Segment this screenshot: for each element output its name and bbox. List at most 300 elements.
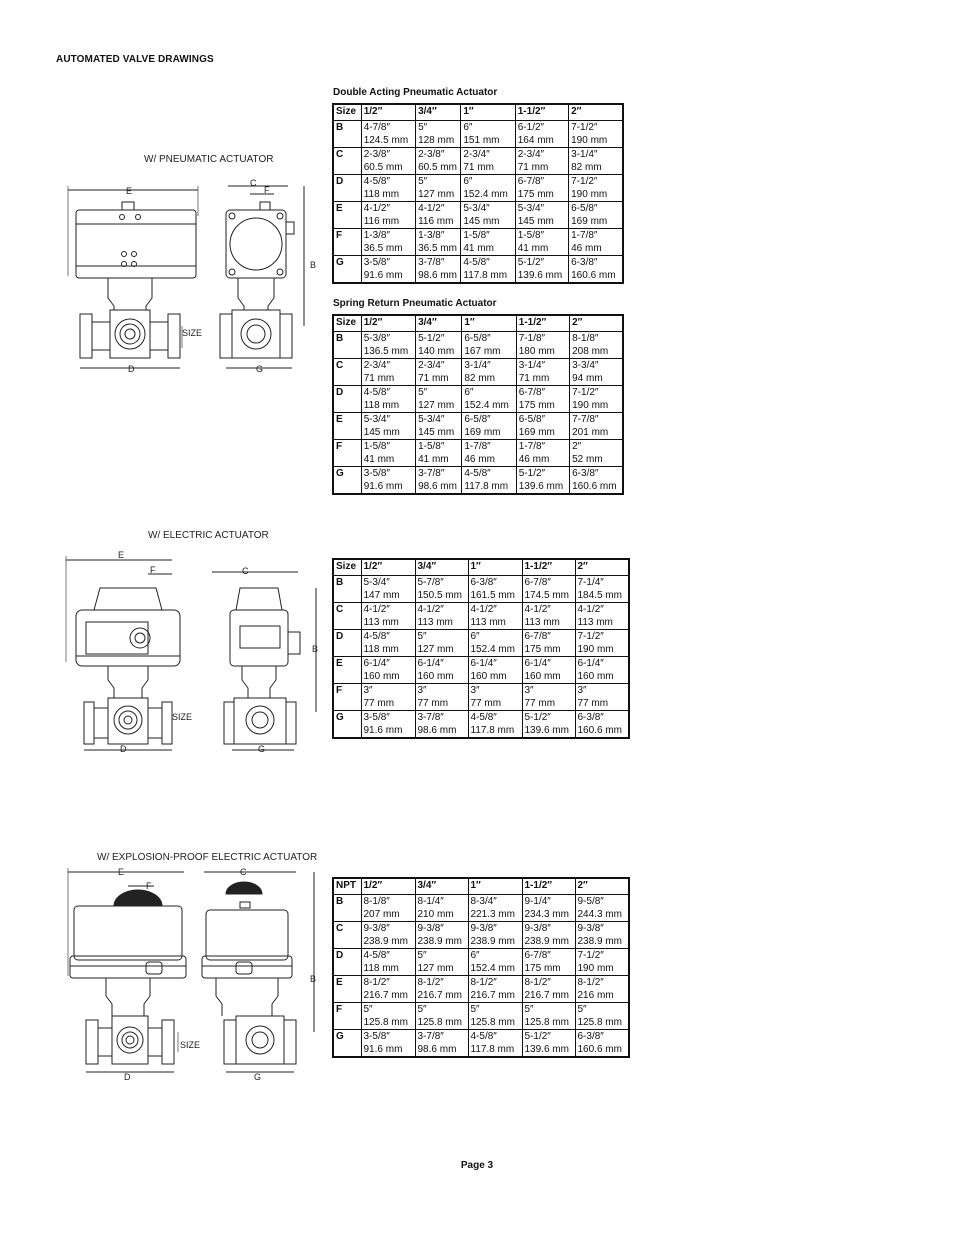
dimension-inches: 3-5/8″ <box>363 712 390 723</box>
dimension-mm: 117.8 mm <box>470 1044 515 1055</box>
dimension-mm: 94 mm <box>572 373 603 384</box>
dimension-cell <box>468 576 522 603</box>
dimension-mm: 208 mm <box>572 346 609 357</box>
dimension-cell <box>516 332 569 359</box>
dimension-cell <box>462 440 516 467</box>
header-size-cell: 1/2″ <box>361 878 415 895</box>
row-dimension-label: C <box>333 603 361 630</box>
dimension-cell <box>515 202 568 229</box>
pneumatic-label-size: SIZE <box>182 328 203 338</box>
dimension-cell <box>516 359 569 386</box>
table-row <box>333 684 629 711</box>
dimension-cell <box>522 576 575 603</box>
header-size-cell: 1-1/2″ <box>515 104 568 121</box>
dimension-mm: 244.3 mm <box>577 909 622 920</box>
dimension-cell <box>575 949 629 976</box>
row-dimension-label: F <box>333 440 361 467</box>
dimension-mm: 190 mm <box>571 189 608 200</box>
pneumatic-label-f: F <box>264 185 270 195</box>
dimension-mm: 41 mm <box>363 454 395 465</box>
dimension-mm: 238.9 mm <box>417 936 462 947</box>
dimension-inches: 4-1/2″ <box>363 604 390 615</box>
dimension-inches: 3-1/4″ <box>571 149 598 160</box>
dimension-inches: 3-5/8″ <box>363 257 391 268</box>
header-size-cell: 1″ <box>468 878 522 895</box>
dimension-mm: 169 mm <box>518 427 555 438</box>
dimension-inches: 3-7/8″ <box>417 1031 444 1042</box>
dimension-inches: 4-7/8″ <box>363 122 391 133</box>
dimension-inches: 3″ <box>470 685 480 696</box>
dimension-mm: 238.9 mm <box>577 936 622 947</box>
dimension-cell <box>361 229 415 256</box>
dimension-inches: 4-5/8″ <box>464 468 491 479</box>
dimension-cell <box>569 148 623 175</box>
row-dimension-label: E <box>333 976 361 1003</box>
dimension-inches: 3-1/4″ <box>464 360 491 371</box>
row-dimension-label: B <box>333 121 361 148</box>
dimension-inches: 5″ <box>524 1004 534 1015</box>
electric-label-size: SIZE <box>172 712 193 722</box>
dimension-cell <box>416 229 461 256</box>
double-acting-table-caption: Double Acting Pneumatic Actuator <box>333 87 498 98</box>
dimension-mm: 71 mm <box>463 162 494 173</box>
dimension-mm: 118 mm <box>363 644 399 655</box>
dimension-mm: 180 mm <box>518 346 555 357</box>
row-dimension-label: D <box>333 386 361 413</box>
dimension-inches: 6-5/8″ <box>464 333 491 344</box>
dimension-cell <box>415 949 468 976</box>
dimension-inches: 6-5/8″ <box>518 414 546 425</box>
dimension-inches: 2-3/4″ <box>363 360 391 371</box>
row-dimension-label: G <box>333 711 361 739</box>
dimension-cell <box>570 332 623 359</box>
dimension-cell <box>415 976 468 1003</box>
dimension-inches: 9-3/8″ <box>577 923 604 934</box>
dimension-mm: 36.5 mm <box>363 243 403 254</box>
dimension-mm: 175 mm <box>524 963 561 974</box>
dimension-cell <box>361 657 415 684</box>
pneumatic-figure-caption: W/ PNEUMATIC ACTUATOR <box>144 154 274 165</box>
dimension-mm: 216 mm <box>577 990 614 1001</box>
dimension-inches: 5-1/2″ <box>517 257 545 268</box>
dimension-inches: 8-3/4″ <box>470 896 497 907</box>
dimension-cell <box>416 413 462 440</box>
header-size-cell: 1″ <box>461 104 515 121</box>
dimension-mm: 98.6 mm <box>417 1044 457 1055</box>
dimension-cell <box>416 202 461 229</box>
dimension-inches: 5-3/4″ <box>363 577 390 588</box>
dimension-mm: 116 mm <box>418 216 454 227</box>
dimension-cell <box>415 630 468 657</box>
dimension-inches: 7-1/2″ <box>572 387 599 398</box>
dimension-mm: 125.8 mm <box>470 1017 515 1028</box>
dimension-inches: 8-1/2″ <box>417 977 444 988</box>
dimension-mm: 174.5 mm <box>524 590 569 601</box>
dimension-inches: 6″ <box>464 387 474 398</box>
dimension-inches: 4-1/2″ <box>363 203 391 214</box>
table-row <box>333 175 623 202</box>
header-size-cell: 1/2″ <box>361 104 415 121</box>
dimension-inches: 7-1/2″ <box>577 950 604 961</box>
dimension-mm: 60.5 mm <box>363 162 403 173</box>
dimension-cell <box>515 148 568 175</box>
dimension-mm: 46 mm <box>518 454 550 465</box>
dimension-cell <box>361 386 415 413</box>
dimension-inches: 3-5/8″ <box>363 468 391 479</box>
dimension-cell <box>416 256 461 284</box>
table-row <box>333 413 623 440</box>
dimension-mm: 127 mm <box>418 189 455 200</box>
electric-label-g: G <box>258 744 266 754</box>
dimension-cell <box>569 229 623 256</box>
table-row <box>333 1030 629 1058</box>
dimension-inches: 5″ <box>418 122 428 133</box>
header-size-cell: 1/2″ <box>361 315 415 332</box>
header-label-cell: Size <box>333 559 361 576</box>
dimension-mm: 221.3 mm <box>470 909 515 920</box>
dimension-mm: 210 mm <box>417 909 454 920</box>
dimension-cell <box>522 895 575 922</box>
dimension-mm: 118 mm <box>363 189 400 200</box>
dimension-inches: 6-7/8″ <box>518 387 546 398</box>
dimension-mm: 41 mm <box>418 454 449 465</box>
dimension-inches: 6-7/8″ <box>517 176 545 187</box>
dimension-mm: 150.5 mm <box>417 590 462 601</box>
dimension-cell <box>415 576 468 603</box>
header-size-cell: 3/4″ <box>416 104 461 121</box>
dimension-inches: 5-1/2″ <box>524 712 551 723</box>
page-number: Page 3 <box>460 1160 494 1171</box>
dimension-cell <box>361 413 415 440</box>
dimension-cell <box>522 684 575 711</box>
dimension-inches: 7-1/2″ <box>571 122 598 133</box>
dimension-mm: 127 mm <box>417 963 454 974</box>
dimension-mm: 127 mm <box>417 644 454 655</box>
dimension-cell <box>361 440 415 467</box>
dimension-cell <box>361 630 415 657</box>
dimension-cell <box>468 630 522 657</box>
electric-label-b: B <box>312 644 319 654</box>
dimension-cell <box>361 467 415 495</box>
dimension-cell <box>468 949 522 976</box>
dimension-inches: 6-5/8″ <box>464 414 491 425</box>
explosion-label-g: G <box>254 1072 262 1082</box>
header-size-cell: 3/4″ <box>415 559 468 576</box>
dimension-cell <box>570 440 623 467</box>
table-row <box>333 202 623 229</box>
dimension-mm: 216.7 mm <box>417 990 462 1001</box>
dimension-cell <box>361 576 415 603</box>
row-dimension-label: B <box>333 895 361 922</box>
dimension-mm: 190 mm <box>571 135 608 146</box>
dimension-mm: 91.6 mm <box>363 725 403 736</box>
dimension-mm: 77 mm <box>524 698 556 709</box>
dimension-inches: 8-1/8″ <box>363 896 390 907</box>
dimension-cell <box>516 467 569 495</box>
table-row <box>333 440 623 467</box>
header-label-cell: NPT <box>333 878 361 895</box>
dimension-cell <box>415 603 468 630</box>
header-size-cell: 2″ <box>569 104 623 121</box>
table-header-row <box>333 559 629 576</box>
dimension-mm: 128 mm <box>418 135 455 146</box>
dimension-mm: 139.6 mm <box>524 725 569 736</box>
dimension-inches: 8-1/2″ <box>470 977 497 988</box>
dimension-inches: 1-5/8″ <box>463 230 490 241</box>
dimension-inches: 6-7/8″ <box>524 631 551 642</box>
table-row <box>333 386 623 413</box>
row-dimension-label: F <box>333 1003 361 1030</box>
dimension-inches: 2-3/8″ <box>363 149 391 160</box>
dimension-inches: 5-7/8″ <box>417 577 444 588</box>
dimension-cell <box>569 202 623 229</box>
dimension-inches: 5″ <box>418 387 428 398</box>
dimension-cell <box>361 711 415 739</box>
dimension-cell <box>515 229 568 256</box>
dimension-inches: 5-3/4″ <box>517 203 545 214</box>
dimension-inches: 3-7/8″ <box>418 468 445 479</box>
dimension-cell <box>468 1030 522 1058</box>
dimension-cell <box>361 332 415 359</box>
dimension-mm: 152.4 mm <box>470 644 515 655</box>
pneumatic-valve-drawing <box>60 176 320 376</box>
explosion-proof-dimensions-table <box>332 877 630 1058</box>
table-row <box>333 576 629 603</box>
dimension-cell <box>415 1003 468 1030</box>
dimension-cell <box>575 576 629 603</box>
dimension-cell <box>416 148 461 175</box>
pneumatic-label-c: C <box>250 178 257 188</box>
electric-label-c: C <box>242 566 249 576</box>
dimension-cell <box>361 895 415 922</box>
table-row <box>333 1003 629 1030</box>
dimension-cell <box>575 1003 629 1030</box>
dimension-cell <box>575 603 629 630</box>
dimension-mm: 152.4 mm <box>463 189 508 200</box>
dimension-inches: 3-5/8″ <box>363 1031 390 1042</box>
dimension-cell <box>415 895 468 922</box>
dimension-mm: 71 mm <box>518 373 550 384</box>
spring-return-table-caption: Spring Return Pneumatic Actuator <box>333 298 497 309</box>
dimension-cell <box>361 1030 415 1058</box>
dimension-mm: 160 mm <box>577 671 614 682</box>
dimension-inches: 5-3/4″ <box>363 414 391 425</box>
header-size-cell: 2″ <box>570 315 623 332</box>
pneumatic-label-e: E <box>126 186 133 196</box>
dimension-mm: 91.6 mm <box>363 481 403 492</box>
dimension-mm: 238.9 mm <box>524 936 569 947</box>
electric-valve-drawing <box>60 552 322 756</box>
dimension-cell <box>516 413 569 440</box>
dimension-cell <box>416 332 462 359</box>
table-row <box>333 711 629 739</box>
dimension-inches: 8-1/2″ <box>577 977 604 988</box>
table-row <box>333 256 623 284</box>
dimension-inches: 1-7/8″ <box>518 441 546 452</box>
header-label-cell: Size <box>333 104 361 121</box>
dimension-mm: 98.6 mm <box>418 270 457 281</box>
dimension-mm: 160.6 mm <box>572 481 617 492</box>
dimension-inches: 4-5/8″ <box>363 387 391 398</box>
row-dimension-label: G <box>333 467 361 495</box>
dimension-cell <box>462 413 516 440</box>
document-heading: AUTOMATED VALVE DRAWINGS <box>56 54 214 65</box>
dimension-inches: 1-7/8″ <box>571 230 598 241</box>
dimension-mm: 91.6 mm <box>363 270 403 281</box>
dimension-cell <box>468 1003 522 1030</box>
table-row <box>333 359 623 386</box>
pneumatic-label-b: B <box>310 260 317 270</box>
dimension-cell <box>416 121 461 148</box>
dimension-inches: 4-5/8″ <box>363 176 391 187</box>
dimension-inches: 6-3/8″ <box>572 468 599 479</box>
dimension-inches: 3″ <box>577 685 587 696</box>
spring-return-dimensions-table <box>332 314 624 495</box>
dimension-inches: 4-1/2″ <box>418 203 445 214</box>
dimension-cell <box>516 440 569 467</box>
dimension-cell <box>462 359 516 386</box>
dimension-mm: 145 mm <box>517 216 554 227</box>
dimension-mm: 125.8 mm <box>363 1017 408 1028</box>
dimension-inches: 6″ <box>470 631 480 642</box>
dimension-inches: 5-3/4″ <box>463 203 490 214</box>
dimension-mm: 234.3 mm <box>524 909 569 920</box>
dimension-mm: 136.5 mm <box>363 346 409 357</box>
dimension-inches: 3-1/4″ <box>518 360 546 371</box>
dimension-cell <box>575 976 629 1003</box>
dimension-cell <box>361 684 415 711</box>
dimension-inches: 9-3/8″ <box>363 923 390 934</box>
dimension-cell <box>415 711 468 739</box>
dimension-cell <box>461 121 515 148</box>
dimension-mm: 71 mm <box>363 373 395 384</box>
dimension-inches: 6″ <box>470 950 480 961</box>
row-dimension-label: C <box>333 922 361 949</box>
dimension-cell <box>416 386 462 413</box>
dimension-inches: 5-3/8″ <box>363 333 391 344</box>
header-size-cell: 1″ <box>462 315 516 332</box>
dimension-cell <box>522 922 575 949</box>
dimension-cell <box>462 467 516 495</box>
dimension-inches: 6-3/8″ <box>577 1031 604 1042</box>
dimension-inches: 4-1/2″ <box>470 604 497 615</box>
dimension-inches: 4-5/8″ <box>470 712 497 723</box>
header-size-cell: 1/2″ <box>361 559 415 576</box>
explosion-label-e: E <box>118 867 125 877</box>
dimension-inches: 6-3/8″ <box>470 577 497 588</box>
table-row <box>333 229 623 256</box>
dimension-mm: 238.9 mm <box>363 936 408 947</box>
dimension-inches: 5-1/2″ <box>418 333 445 344</box>
table-row <box>333 603 629 630</box>
dimension-mm: 71 mm <box>418 373 449 384</box>
dimension-mm: 36.5 mm <box>418 243 457 254</box>
dimension-inches: 9-3/8″ <box>524 923 551 934</box>
dimension-cell <box>461 256 515 284</box>
dimension-inches: 6-7/8″ <box>524 577 551 588</box>
electric-label-f: F <box>150 565 156 575</box>
row-dimension-label: F <box>333 684 361 711</box>
dimension-mm: 77 mm <box>577 698 609 709</box>
dimension-mm: 238.9 mm <box>470 936 515 947</box>
dimension-cell <box>570 467 623 495</box>
dimension-cell <box>522 711 575 739</box>
dimension-mm: 160 mm <box>470 671 507 682</box>
dimension-inches: 3″ <box>417 685 427 696</box>
dimension-mm: 127 mm <box>418 400 455 411</box>
dimension-inches: 1-3/8″ <box>418 230 445 241</box>
dimension-cell <box>522 976 575 1003</box>
dimension-mm: 161.5 mm <box>470 590 515 601</box>
row-dimension-label: B <box>333 576 361 603</box>
dimension-mm: 91.6 mm <box>363 1044 403 1055</box>
dimension-inches: 6-3/8″ <box>577 712 604 723</box>
dimension-mm: 160 mm <box>363 671 400 682</box>
explosion-label-d: D <box>124 1072 131 1082</box>
dimension-mm: 169 mm <box>571 216 608 227</box>
dimension-inches: 3″ <box>524 685 534 696</box>
dimension-mm: 41 mm <box>463 243 494 254</box>
dimension-mm: 116 mm <box>363 216 400 227</box>
row-dimension-label: G <box>333 1030 361 1058</box>
dimension-cell <box>468 895 522 922</box>
dimension-cell <box>462 332 516 359</box>
table-row <box>333 976 629 1003</box>
dimension-mm: 125.8 mm <box>417 1017 462 1028</box>
dimension-mm: 98.6 mm <box>418 481 457 492</box>
dimension-inches: 4-5/8″ <box>363 950 390 961</box>
dimension-mm: 139.6 mm <box>518 481 564 492</box>
dimension-cell <box>416 175 461 202</box>
double-acting-dimensions-table <box>332 103 624 284</box>
explosion-label-c: C <box>240 867 247 877</box>
dimension-mm: 145 mm <box>418 427 455 438</box>
dimension-mm: 169 mm <box>464 427 501 438</box>
dimension-cell <box>461 229 515 256</box>
dimension-inches: 5″ <box>470 1004 480 1015</box>
electric-label-e: E <box>118 550 125 560</box>
dimension-cell <box>569 256 623 284</box>
dimension-mm: 41 mm <box>517 243 549 254</box>
dimension-cell <box>361 922 415 949</box>
row-dimension-label: D <box>333 630 361 657</box>
dimension-mm: 145 mm <box>363 427 400 438</box>
dimension-inches: 4-1/2″ <box>577 604 604 615</box>
header-size-cell: 1-1/2″ <box>516 315 569 332</box>
dimension-cell <box>361 148 415 175</box>
dimension-inches: 5-3/4″ <box>418 414 445 425</box>
dimension-mm: 139.6 mm <box>517 270 563 281</box>
dimension-inches: 6″ <box>463 122 473 133</box>
dimension-mm: 145 mm <box>463 216 500 227</box>
dimension-cell <box>575 1030 629 1058</box>
row-dimension-label: E <box>333 202 361 229</box>
dimension-cell <box>516 386 569 413</box>
dimension-inches: 6-1/4″ <box>577 658 604 669</box>
dimension-mm: 52 mm <box>572 454 603 465</box>
table-row <box>333 657 629 684</box>
row-dimension-label: E <box>333 413 361 440</box>
dimension-mm: 117.8 mm <box>463 270 508 281</box>
dimension-cell <box>575 684 629 711</box>
dimension-mm: 160 mm <box>524 671 561 682</box>
dimension-inches: 3-3/4″ <box>572 360 599 371</box>
header-size-cell: 1-1/2″ <box>522 878 575 895</box>
dimension-inches: 8-1/4″ <box>417 896 444 907</box>
dimension-inches: 2-3/4″ <box>463 149 490 160</box>
dimension-cell <box>461 148 515 175</box>
row-dimension-label: C <box>333 148 361 175</box>
